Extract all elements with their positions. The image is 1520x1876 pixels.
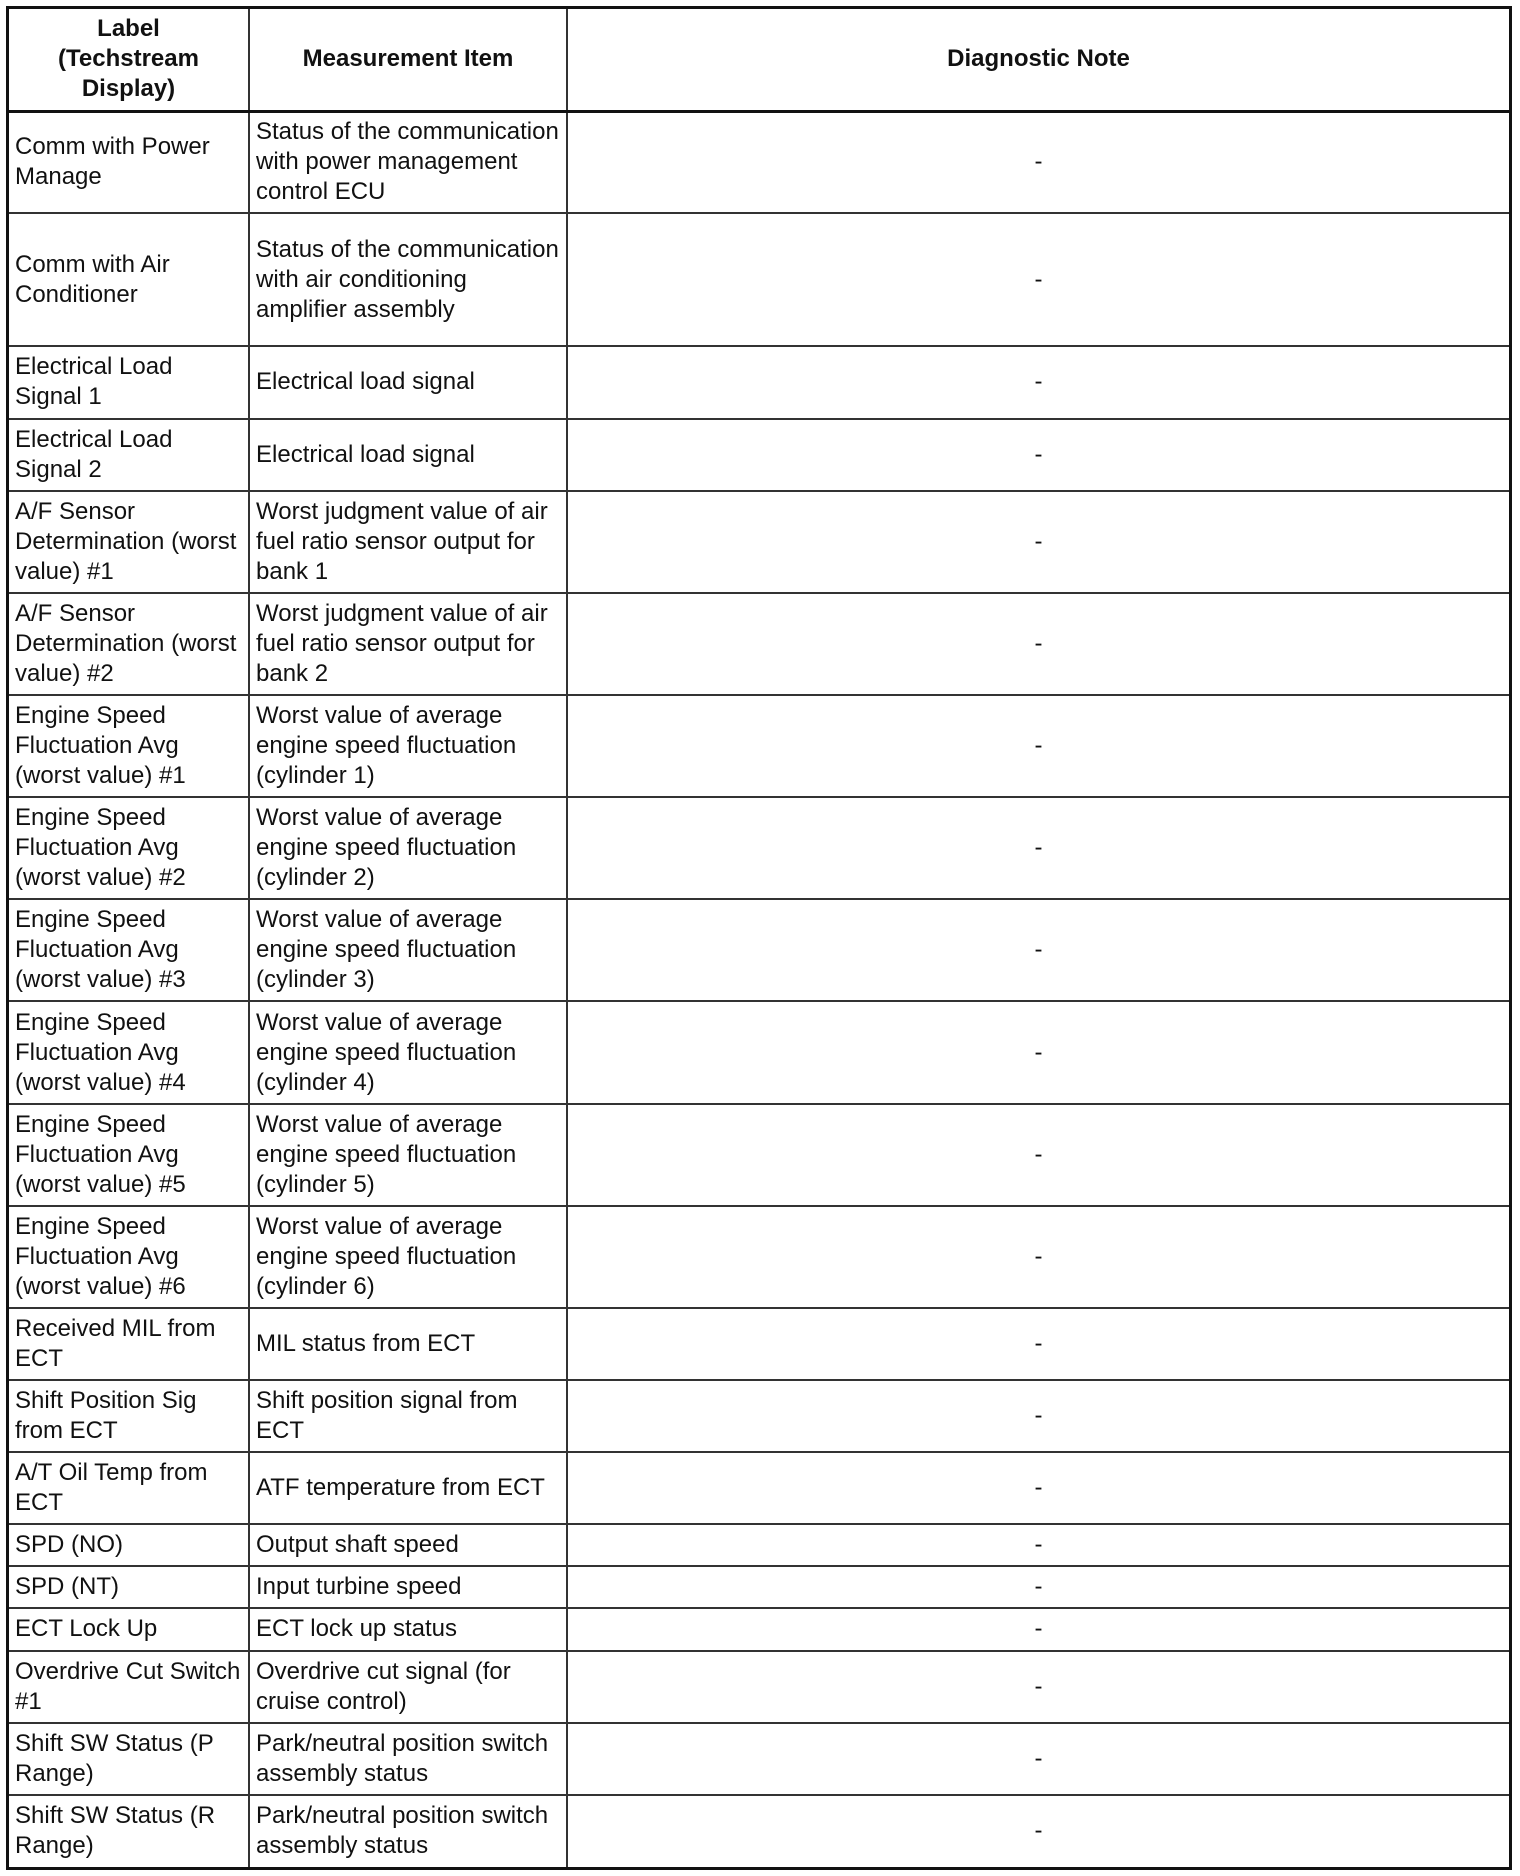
table-row	[9, 1795, 1509, 1867]
cell-diagnostic-note: -	[567, 593, 1509, 695]
table-row	[9, 1104, 1509, 1206]
cell-measurement-item: Worst judgment value of air fuel ratio sensor output for bank 1	[249, 491, 567, 593]
cell-label: A/T Oil Temp from ECT	[9, 1452, 249, 1524]
cell-diagnostic-note: -	[567, 899, 1509, 1001]
cell-label: Overdrive Cut Switch #1	[9, 1651, 249, 1723]
cell-label: ECT Lock Up	[9, 1608, 249, 1650]
cell-label: Shift Position Sig from ECT	[9, 1380, 249, 1452]
cell-label: Engine Speed Fluctuation Avg (worst value) #2	[9, 797, 249, 899]
cell-measurement-item: Output shaft speed	[249, 1524, 567, 1566]
cell-diagnostic-note: -	[567, 1566, 1509, 1608]
table-row	[9, 1723, 1509, 1795]
cell-measurement-item: Worst value of average engine speed fluctuation (cylinder 1)	[249, 695, 567, 797]
cell-label: Engine Speed Fluctuation Avg (worst value) #6	[9, 1206, 249, 1308]
cell-label: Electrical Load Signal 2	[9, 419, 249, 491]
table-row	[9, 899, 1509, 1001]
table-row	[9, 1452, 1509, 1524]
cell-measurement-item: Worst judgment value of air fuel ratio sensor output for bank 2	[249, 593, 567, 695]
cell-diagnostic-note: -	[567, 1104, 1509, 1206]
cell-label: SPD (NT)	[9, 1566, 249, 1608]
cell-diagnostic-note: -	[567, 1524, 1509, 1566]
cell-label: Electrical Load Signal 1	[9, 346, 249, 418]
table-row	[9, 695, 1509, 797]
diagnostic-data-sheet	[6, 6, 1512, 1870]
cell-diagnostic-note: -	[567, 1206, 1509, 1308]
cell-diagnostic-note: -	[567, 213, 1509, 346]
table-row	[9, 1308, 1509, 1380]
cell-diagnostic-note: -	[567, 419, 1509, 491]
cell-label: Engine Speed Fluctuation Avg (worst value) #1	[9, 695, 249, 797]
cell-diagnostic-note: -	[567, 1723, 1509, 1795]
cell-measurement-item: Park/neutral position switch assembly status	[249, 1723, 567, 1795]
cell-measurement-item: Worst value of average engine speed fluctuation (cylinder 3)	[249, 899, 567, 1001]
cell-diagnostic-note: -	[567, 1380, 1509, 1452]
table-row	[9, 1206, 1509, 1308]
cell-measurement-item: Shift position signal from ECT	[249, 1380, 567, 1452]
cell-diagnostic-note: -	[567, 346, 1509, 418]
cell-measurement-item: Electrical load signal	[249, 346, 567, 418]
table-row	[9, 593, 1509, 695]
header-row	[9, 9, 1509, 111]
table-row	[9, 1651, 1509, 1723]
cell-measurement-item: Input turbine speed	[249, 1566, 567, 1608]
cell-label: A/F Sensor Determination (worst value) #1	[9, 491, 249, 593]
table-row	[9, 1566, 1509, 1608]
cell-diagnostic-note: -	[567, 695, 1509, 797]
cell-label: Comm with Air Conditioner	[9, 213, 249, 346]
cell-label: SPD (NO)	[9, 1524, 249, 1566]
table-row	[9, 213, 1509, 346]
cell-measurement-item: Park/neutral position switch assembly status	[249, 1795, 567, 1867]
cell-measurement-item: Status of the communication with air conditioning amplifier assembly	[249, 213, 567, 346]
cell-label: A/F Sensor Determination (worst value) #2	[9, 593, 249, 695]
cell-measurement-item: Worst value of average engine speed fluctuation (cylinder 2)	[249, 797, 567, 899]
cell-measurement-item: ATF temperature from ECT	[249, 1452, 567, 1524]
cell-diagnostic-note: -	[567, 111, 1509, 213]
cell-diagnostic-note: -	[567, 797, 1509, 899]
cell-label: Engine Speed Fluctuation Avg (worst value) #4	[9, 1001, 249, 1103]
cell-diagnostic-note: -	[567, 1608, 1509, 1650]
cell-diagnostic-note: -	[567, 1651, 1509, 1723]
table-row	[9, 111, 1509, 213]
cell-measurement-item: Worst value of average engine speed fluctuation (cylinder 6)	[249, 1206, 567, 1308]
cell-diagnostic-note: -	[567, 1001, 1509, 1103]
table-row	[9, 491, 1509, 593]
cell-measurement-item: Worst value of average engine speed fluctuation (cylinder 4)	[249, 1001, 567, 1103]
cell-diagnostic-note: -	[567, 1452, 1509, 1524]
cell-measurement-item: Status of the communication with power management control ECU	[249, 111, 567, 213]
cell-diagnostic-note: -	[567, 491, 1509, 593]
cell-label: Engine Speed Fluctuation Avg (worst value) #3	[9, 899, 249, 1001]
header-diagnostic-note: Diagnostic Note	[567, 9, 1509, 111]
cell-measurement-item: ECT lock up status	[249, 1608, 567, 1650]
cell-measurement-item: MIL status from ECT	[249, 1308, 567, 1380]
cell-diagnostic-note: -	[567, 1308, 1509, 1380]
table-row	[9, 1001, 1509, 1103]
header-label: Label (Techstream Display)	[9, 9, 249, 111]
cell-label: Comm with Power Manage	[9, 111, 249, 213]
data-list-table	[9, 9, 1509, 1867]
cell-label: Engine Speed Fluctuation Avg (worst value) #5	[9, 1104, 249, 1206]
header-measurement-item: Measurement Item	[249, 9, 567, 111]
cell-measurement-item: Overdrive cut signal (for cruise control)	[249, 1651, 567, 1723]
table-row	[9, 1380, 1509, 1452]
table-row	[9, 797, 1509, 899]
table-row	[9, 1608, 1509, 1650]
table-row	[9, 346, 1509, 418]
cell-measurement-item: Electrical load signal	[249, 419, 567, 491]
table-row	[9, 1524, 1509, 1566]
cell-label: Received MIL from ECT	[9, 1308, 249, 1380]
cell-measurement-item: Worst value of average engine speed fluctuation (cylinder 5)	[249, 1104, 567, 1206]
cell-diagnostic-note: -	[567, 1795, 1509, 1867]
cell-label: Shift SW Status (P Range)	[9, 1723, 249, 1795]
cell-label: Shift SW Status (R Range)	[9, 1795, 249, 1867]
table-row	[9, 419, 1509, 491]
